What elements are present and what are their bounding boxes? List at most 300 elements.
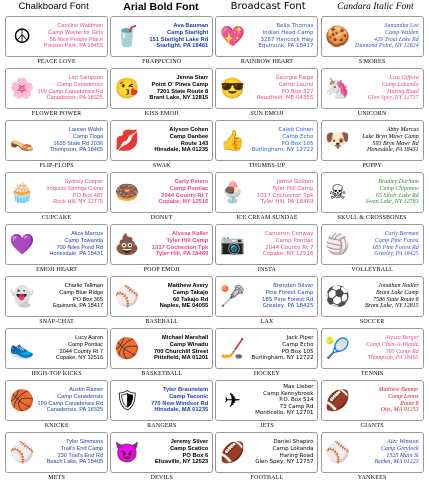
address-line: 593 Bryn Mawr Rd xyxy=(372,140,419,147)
address-label[interactable] xyxy=(321,432,424,473)
address-label[interactable] xyxy=(110,16,213,57)
address-line: Greeley, PA 18425 xyxy=(374,251,419,258)
address-text xyxy=(245,231,317,257)
address-line: 199 Camp Canadensis Rd xyxy=(37,400,104,407)
address-line: 73 Camp Rd xyxy=(279,403,314,410)
design-caption: KISS EMOJI xyxy=(144,111,179,117)
devils-logo-icon: 😈 xyxy=(114,441,140,464)
design-caption: HIGH-TOP KICKS xyxy=(31,371,82,377)
address-line: 700 Niles Pond Rd xyxy=(56,244,104,251)
address-line: Route 8 xyxy=(400,400,419,407)
address-line: Greeley, PA 18425 xyxy=(262,303,314,310)
address-line: Caroline Waldman xyxy=(57,23,104,30)
address-label[interactable] xyxy=(215,328,318,369)
mets-logo-icon: ⚾ xyxy=(9,441,35,464)
address-line: Alyssa Berger xyxy=(385,335,419,342)
address-line: Carly Berman xyxy=(384,231,419,238)
design-caption: PUPPY xyxy=(362,163,382,169)
design-caption: CUPCAKE xyxy=(41,215,72,221)
address-line: Alyson Cohen xyxy=(169,127,209,134)
address-line: PO Box 105 xyxy=(281,140,314,147)
caption-row xyxy=(4,265,425,276)
address-line: Camp Canadensis xyxy=(57,393,104,400)
address-line: Caleb Cohen xyxy=(278,127,314,134)
address-label[interactable] xyxy=(321,172,424,213)
caption-row xyxy=(4,109,425,120)
address-line: Samantha Lee xyxy=(384,23,419,30)
address-text xyxy=(245,439,317,465)
address-text xyxy=(351,387,423,413)
address-line: Camp Blue Ridge xyxy=(59,289,104,296)
address-line: Camp Walden xyxy=(385,29,419,36)
address-line: Charlie Tallman xyxy=(64,283,104,290)
address-line: PO Box 327 xyxy=(281,88,314,95)
address-label[interactable] xyxy=(321,120,424,161)
address-line: 1635 State Rd 2036 xyxy=(53,140,104,147)
address-label[interactable] xyxy=(5,16,108,57)
design-caption: VOLLEYBALL xyxy=(351,267,393,273)
address-line: Thompson, PA 18465 xyxy=(49,147,104,154)
address-label[interactable] xyxy=(110,328,213,369)
address-line: Camp Kennybrook xyxy=(263,390,314,397)
address-line: Honesdale, PA 18431 xyxy=(49,251,104,258)
address-label[interactable] xyxy=(5,380,108,421)
address-line: 230 Trail's End Rd xyxy=(57,452,104,459)
design-caption: SKULL & CROSSBONES xyxy=(337,215,407,221)
header-chalkboard-font: Chalkboard Font xyxy=(18,1,89,12)
address-label[interactable] xyxy=(321,16,424,57)
lacrosse-icon: 🥍 xyxy=(220,285,245,308)
unicorn-icon: 🦄 xyxy=(325,77,351,100)
label-grid xyxy=(4,16,425,484)
address-line: Camp Pontiac xyxy=(67,341,104,348)
tennis-ball-icon: 🎾 xyxy=(325,337,351,360)
address-line: Bella Thomas xyxy=(276,23,314,30)
design-caption: YANKEES xyxy=(357,475,387,481)
address-line: 65 Silver Lake Rd xyxy=(375,192,419,199)
address-line: Thompson, PA 18465 xyxy=(367,355,419,362)
address-label[interactable] xyxy=(5,68,108,109)
address-line: Readfield, ME 04355 xyxy=(256,95,314,102)
address-line: 7201 State Route 8 xyxy=(156,88,209,95)
design-caption: METS xyxy=(48,475,65,481)
design-caption: FOOTBALL xyxy=(250,475,284,481)
design-caption: FRAPPUCINO xyxy=(142,59,182,65)
design-caption: SWAK xyxy=(152,163,171,169)
basketball-icon: 🏀 xyxy=(114,337,140,360)
address-line: Trail's End Camp xyxy=(60,445,104,452)
address-text xyxy=(35,75,107,101)
address-label[interactable] xyxy=(110,120,213,161)
hockey-stick-icon: 🏒 xyxy=(220,337,245,360)
address-label[interactable] xyxy=(5,432,108,473)
address-text xyxy=(351,23,423,49)
address-line: 56 Nice People Place xyxy=(49,36,104,43)
address-line: 2044 County Rt 7 xyxy=(161,192,209,199)
address-text xyxy=(140,75,212,101)
address-line: Copake, NY 12516 xyxy=(55,355,104,362)
address-label[interactable] xyxy=(5,224,108,265)
address-line: Naples, ME 04055 xyxy=(159,303,209,310)
address-text xyxy=(245,283,317,309)
jets-logo-icon: ✈ xyxy=(224,389,241,412)
address-line: Cameron Conway xyxy=(264,231,314,238)
address-label[interactable] xyxy=(110,380,213,421)
label-row xyxy=(4,224,425,265)
design-caption: THUMBS-UP xyxy=(248,163,286,169)
lips-icon: 💋 xyxy=(114,129,140,152)
frappuccino-icon: 🥤 xyxy=(114,25,140,48)
address-line: 395 Camp Rd xyxy=(385,348,419,355)
address-label[interactable] xyxy=(215,224,318,265)
address-line: Jack Piper xyxy=(286,335,314,342)
rangers-logo-icon: 🛡 xyxy=(114,389,140,412)
address-line: Preston Park, PA 18455 xyxy=(43,43,104,50)
puppy-icon: 🐶 xyxy=(325,129,351,152)
address-label[interactable] xyxy=(321,276,424,317)
address-line: Tyler Hill Camp xyxy=(166,237,209,244)
address-line: Iroquois Springs Camp xyxy=(46,185,104,192)
address-line: Canadensis, PA 18325 xyxy=(46,95,104,102)
address-line: Camp Canadensis xyxy=(57,81,104,88)
address-label[interactable] xyxy=(110,432,213,473)
design-caption: RAINBOW HEART xyxy=(240,59,294,65)
address-line: Rock Hill, NY 12775 xyxy=(53,199,104,206)
address-line: 770 New Windsor Rd xyxy=(150,400,209,407)
label-row xyxy=(4,380,425,421)
design-caption: JETS xyxy=(260,423,274,429)
address-line: Camp Taconic xyxy=(169,393,209,400)
address-line: Camp Tioga xyxy=(72,133,104,140)
address-line: Michael Marshall xyxy=(161,335,209,342)
address-line: Matthew Avery xyxy=(167,283,209,290)
address-line: Camp Chipinaw xyxy=(379,185,419,192)
address-label[interactable] xyxy=(215,432,318,473)
address-line: Max Lieber xyxy=(283,384,314,391)
address-line: Tyler Hill Camp xyxy=(272,185,314,192)
address-line: 1525 Main St xyxy=(386,452,419,459)
design-caption: SUN EMOJI xyxy=(250,111,284,117)
address-line: PO Box 105 xyxy=(281,348,314,355)
address-label[interactable] xyxy=(215,172,318,213)
address-line: Honesdale, PA 18431 xyxy=(367,147,419,154)
rainbow-heart-icon: 💖 xyxy=(220,25,245,48)
address-line: Camp Starlight xyxy=(167,29,209,36)
design-caption: LAX xyxy=(260,319,274,325)
address-line: Camp Scatico xyxy=(169,445,209,452)
address-line: Beach Lake, PA 18405 xyxy=(46,459,104,466)
address-text xyxy=(245,179,317,205)
address-label[interactable] xyxy=(110,172,213,213)
address-line: 700 Churchill Street xyxy=(153,348,209,355)
design-caption: SOCCER xyxy=(359,319,385,325)
address-line: Aliza Marcus xyxy=(71,231,104,238)
caption-row xyxy=(4,161,425,172)
address-label[interactable] xyxy=(5,172,108,213)
address-line: Glen Spey, NY 12737 xyxy=(367,95,419,102)
address-line: Haring Road xyxy=(387,88,419,95)
address-line: Lucy Aaron xyxy=(75,335,104,342)
address-label[interactable] xyxy=(5,328,108,369)
header-broadcast-font: Broadcast Font xyxy=(230,1,306,12)
giants-logo-icon: 🏈 xyxy=(325,389,351,412)
smore-icon: 🍪 xyxy=(325,25,351,48)
address-text xyxy=(351,283,423,309)
address-line: Georgia Paige xyxy=(275,75,314,82)
sun-emoji-icon: 😎 xyxy=(220,77,245,100)
address-text xyxy=(351,75,423,101)
address-line: Camp Echo xyxy=(282,133,314,140)
address-line: Copake, NY 12516 xyxy=(262,251,314,258)
address-line: 60 Takajo Rd xyxy=(172,296,209,303)
address-label[interactable] xyxy=(5,276,108,317)
address-line: PO Box 6 xyxy=(182,452,209,459)
address-label[interactable] xyxy=(110,224,213,265)
design-caption: GIANTS xyxy=(360,423,384,429)
skull-crossbones-icon: ☠ xyxy=(328,181,347,204)
caption-row xyxy=(4,369,425,380)
address-line: Starlight, PA 18461 xyxy=(156,43,209,50)
address-line: Camp Lenox xyxy=(388,393,419,400)
address-line: Jonathan Nadler xyxy=(378,283,419,290)
address-line: Jenna Starr xyxy=(176,75,209,82)
address-line: Tyler Hill, PA 18469 xyxy=(155,251,209,258)
donut-icon: 🍩 xyxy=(114,181,140,204)
address-line: Camp Pine Forest xyxy=(374,237,419,244)
address-line: 2044 County Rt 7 xyxy=(265,244,314,251)
address-line: Tyler Hill, PA 18469 xyxy=(260,199,314,206)
address-line: Bradley Durham xyxy=(378,179,419,186)
address-line: Carly Peters xyxy=(174,179,209,186)
caption-row xyxy=(4,317,425,328)
address-line: 3287 Hancock Hwy xyxy=(260,36,314,43)
design-caption: FLOWER POWER xyxy=(31,111,82,117)
address-line: Alec Winston xyxy=(387,439,419,446)
instagram-icon: 📷 xyxy=(220,233,245,256)
address-line: Camp Pontiac xyxy=(169,185,209,192)
address-line: Monticello, NY 12701 xyxy=(255,410,314,417)
address-line: Austin Ramer xyxy=(69,387,104,394)
address-label[interactable] xyxy=(110,68,213,109)
design-caption: INSTA xyxy=(257,267,277,273)
address-text xyxy=(351,439,423,465)
address-text xyxy=(140,387,212,413)
design-caption: RANGERS xyxy=(147,423,177,429)
address-label[interactable] xyxy=(110,276,213,317)
address-text xyxy=(140,23,212,49)
address-text xyxy=(245,384,317,417)
address-line: 1017 Cochecton Tpk xyxy=(151,244,209,251)
address-line: Jamie Golden xyxy=(276,179,314,186)
snapchat-icon: 👻 xyxy=(9,285,35,308)
address-text xyxy=(351,335,423,361)
address-line: Camp Lokanda xyxy=(272,445,314,452)
address-line: Camp Takajo xyxy=(172,289,209,296)
address-label[interactable] xyxy=(321,380,424,421)
address-line: Diamond Point, NY 12824 xyxy=(354,43,419,50)
address-line: Lake Bryn Mawr Camp xyxy=(362,133,419,140)
address-text xyxy=(245,127,317,153)
address-line: Abby Marcus xyxy=(386,127,419,134)
label-row xyxy=(4,276,425,317)
flip-flops-icon: 👡 xyxy=(9,129,35,152)
address-line: PO Box 487 xyxy=(72,192,104,199)
address-label[interactable] xyxy=(321,328,424,369)
address-line: Burlingham, NY 12722 xyxy=(251,147,314,154)
yankees-logo-icon: ⚾ xyxy=(325,441,351,464)
baseball-icon: ⚾ xyxy=(114,285,140,308)
address-label[interactable] xyxy=(215,380,318,421)
volleyball-icon: 🏐 xyxy=(325,233,351,256)
address-line: Camp Echo xyxy=(282,341,314,348)
address-text xyxy=(140,231,212,257)
address-line: Equinunk, PA 18417 xyxy=(52,303,104,310)
address-line: 185 Pine Forest Rd xyxy=(261,296,314,303)
address-line: Pittsfield, MA 01201 xyxy=(154,355,209,362)
design-caption: SNAP-CHAT xyxy=(39,319,74,325)
address-line: Camp Danbee xyxy=(169,133,209,140)
label-row xyxy=(4,328,425,369)
address-label[interactable] xyxy=(215,16,318,57)
address-text xyxy=(140,179,212,205)
address-line: 185 Pine Forest Rd xyxy=(372,244,419,251)
address-line: Hinsdale, MA 01235 xyxy=(154,407,209,414)
address-text xyxy=(245,23,317,49)
address-line: Matthew Banner xyxy=(378,387,419,394)
caption-row xyxy=(4,421,425,432)
design-caption: PEACE LOVE xyxy=(37,59,76,65)
address-text xyxy=(35,179,107,205)
high-top-sneaker-icon: 👟 xyxy=(9,337,35,360)
address-line: Camp Greylock xyxy=(381,445,419,452)
address-line: 429 Trout Lake Rd xyxy=(374,36,419,43)
address-line: Swan Lake, NY 12783 xyxy=(365,199,419,206)
address-line: Indian Head Camp xyxy=(262,29,314,36)
address-text xyxy=(351,127,423,153)
address-text xyxy=(245,335,317,361)
address-line: Canadensis, PA 18325 xyxy=(46,407,104,414)
address-line: Camp Pontiac xyxy=(275,237,314,244)
address-label[interactable] xyxy=(215,68,318,109)
address-line: 151 Starlight Lake Rd xyxy=(149,36,209,43)
design-caption: EMOJI HEART xyxy=(36,267,78,273)
design-caption: BASEBALL xyxy=(145,319,179,325)
caption-row xyxy=(4,57,425,68)
address-line: Brant Lake, NY 12815 xyxy=(149,95,209,102)
address-line: Elizaville, NY 12523 xyxy=(154,459,209,466)
address-line: Point O' Pines Camp xyxy=(151,81,209,88)
address-line: Pine Forest Camp xyxy=(265,289,314,296)
address-label[interactable] xyxy=(215,120,318,161)
address-line: 7586 State Route 8 xyxy=(373,296,419,303)
address-line: Tyler Braunstein xyxy=(162,387,209,394)
address-line: Lori Sampson xyxy=(68,75,104,82)
address-text xyxy=(140,127,212,153)
address-label[interactable] xyxy=(215,276,318,317)
address-label[interactable] xyxy=(321,68,424,109)
address-line: 2044 County Rt 7 xyxy=(59,348,104,355)
emoji-heart-icon: 💜 xyxy=(9,233,35,256)
label-row xyxy=(4,172,425,213)
address-line: Daniel Shapiro xyxy=(273,439,314,446)
address-line: Brant Lake, NY 12815 xyxy=(364,303,419,310)
flower-power-icon: 🌸 xyxy=(9,77,35,100)
address-text xyxy=(140,439,212,465)
address-line: Route 143 xyxy=(180,140,209,147)
address-line: Hinsdale, MA 01235 xyxy=(154,147,209,154)
address-line: Otis, MA 01253 xyxy=(380,407,419,414)
cupcake-icon: 🧁 xyxy=(9,181,35,204)
address-line: Brant Lake Camp xyxy=(375,289,419,296)
address-line: Lauren Walsh xyxy=(68,127,104,134)
address-text xyxy=(35,23,107,49)
design-caption: DEVILS xyxy=(150,475,174,481)
address-text xyxy=(35,231,107,257)
address-text xyxy=(245,75,317,101)
address-line: P.O. Box 514 xyxy=(279,397,314,404)
address-line: Burlingham, NY 12722 xyxy=(251,355,314,362)
address-line: Camp Laurel xyxy=(278,81,314,88)
address-line: Camp Chen-A-Wanda xyxy=(366,341,419,348)
address-line: Ava Bauman xyxy=(173,23,209,30)
address-line: PO Box 365 xyxy=(72,296,104,303)
address-line: Camp Wayne for Girls xyxy=(48,29,104,36)
label-row xyxy=(4,120,425,161)
football-icon: 🏈 xyxy=(220,441,245,464)
design-caption: FLIP-FLOPS xyxy=(39,163,74,169)
kiss-emoji-icon: 😘 xyxy=(114,77,140,100)
design-caption: S'MORES xyxy=(358,59,386,65)
font-header-row xyxy=(0,0,429,16)
design-caption: HOCKEY xyxy=(253,371,281,377)
address-text xyxy=(351,231,423,257)
peace-sign-icon: ☮ xyxy=(13,25,32,48)
design-caption: TENNIS xyxy=(360,371,384,377)
header-candara-italic-font: Candara Italic Font xyxy=(337,2,414,12)
header-arial-bold-font: Arial Bold Font xyxy=(123,1,199,13)
design-caption: UNICORN xyxy=(357,111,387,117)
thumbs-up-icon: 👍 xyxy=(220,129,245,152)
address-text xyxy=(35,439,107,465)
soccer-ball-icon: ⚽ xyxy=(325,285,351,308)
design-caption: DONUT xyxy=(150,215,173,221)
address-line: Tyler Simmons xyxy=(66,439,104,446)
address-label[interactable] xyxy=(321,224,424,265)
caption-row xyxy=(4,213,425,224)
address-text xyxy=(351,179,423,205)
address-line: Haring Road xyxy=(279,452,314,459)
address-text xyxy=(35,387,107,413)
knicks-logo-icon: 🏀 xyxy=(9,389,35,412)
address-line: Camp Winadu xyxy=(169,341,209,348)
address-line: Alyssa Kaller xyxy=(171,231,209,238)
address-text xyxy=(35,127,107,153)
label-row xyxy=(4,432,425,473)
caption-row xyxy=(4,473,425,484)
address-line: 199 Camp Canadensis Rd xyxy=(37,88,104,95)
label-row xyxy=(4,68,425,109)
address-line: Glen Spey, NY 12737 xyxy=(255,459,314,466)
design-caption: ICE CREAM SUNDAE xyxy=(236,215,298,221)
address-line: 1017 Cochecton Tpk xyxy=(256,192,314,199)
address-line: Jeremy Silver xyxy=(170,439,209,446)
address-line: Becket, MA 01223 xyxy=(374,459,419,466)
address-label[interactable] xyxy=(5,120,108,161)
address-line: Camp Towanda xyxy=(64,237,104,244)
address-text xyxy=(140,335,212,361)
design-caption: KNICKS xyxy=(44,423,69,429)
address-line: Copake, NY 12516 xyxy=(158,199,209,206)
